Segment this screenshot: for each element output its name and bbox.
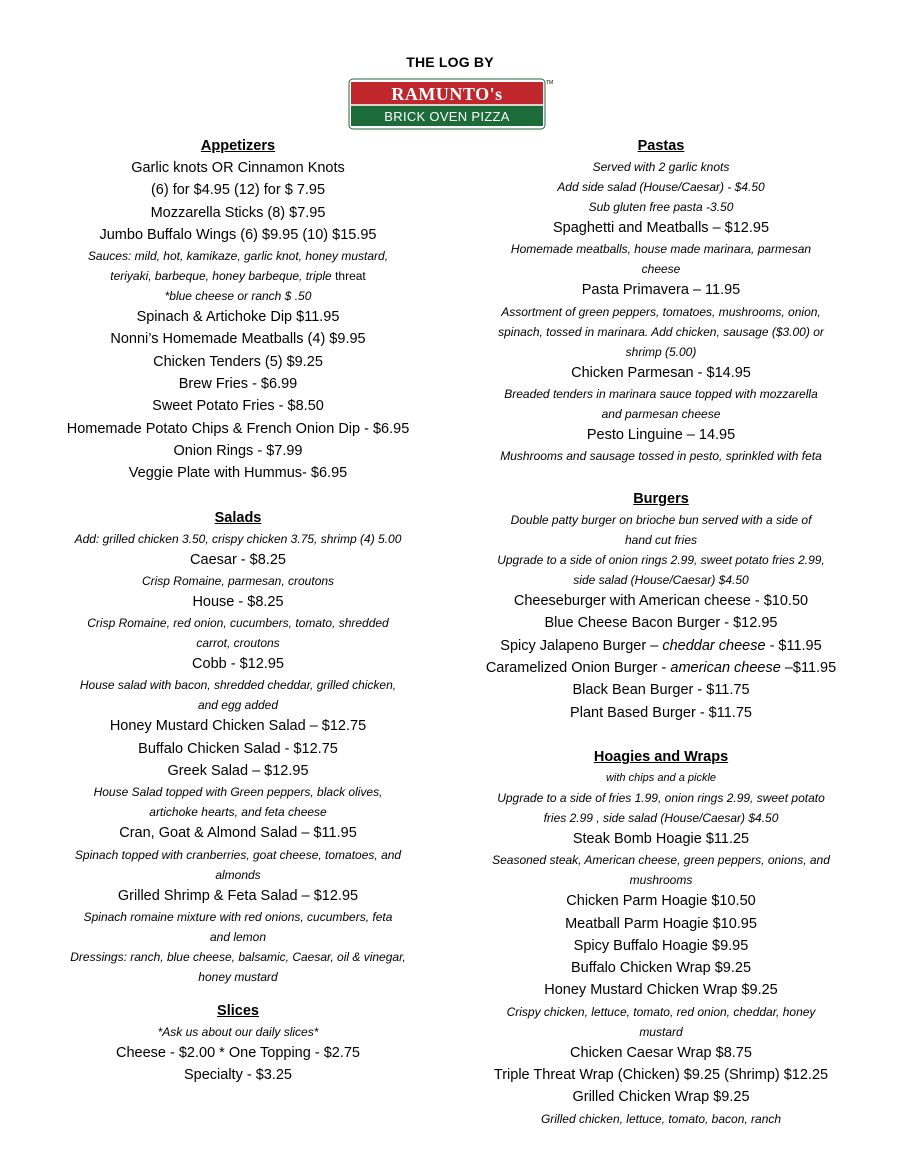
item-note: artichoke hearts, and feta cheese xyxy=(149,805,327,820)
item-note: *blue cheese or ranch $ .50 xyxy=(164,289,312,304)
item-text: $11.95 xyxy=(778,637,822,654)
menu-item: Spaghetti and Meatballs – $12.95 xyxy=(552,220,770,236)
menu-item xyxy=(470,657,852,679)
item-note: Spinach romaine mixture with red onions, cucumbers, feta xyxy=(83,909,393,924)
item-note: Assortment of green peppers, tomatoes, mushrooms, onion, xyxy=(501,304,821,319)
item-note: Crispy chicken, lettuce, tomato, red onion, cheddar, honey xyxy=(506,1004,816,1019)
menu-item: Mozzarella Sticks (8) $7.95 xyxy=(150,204,326,221)
item-note: Served with 2 garlic knots xyxy=(592,160,730,174)
item-note: Seasoned steak, American cheese, green peppers, onions, and xyxy=(492,853,830,868)
menu-item: Jumbo Buffalo Wings (6) $9.95 (10) $15.95 xyxy=(99,226,377,243)
menu-item xyxy=(470,635,852,657)
item-note: carrot, croutons xyxy=(196,636,280,651)
item-note: Spinach topped with cranberries, goat cheese, tomatoes, and xyxy=(74,847,402,862)
menu-item: Garlic knots OR Cinnamon Knots xyxy=(131,160,345,176)
item-text: Spicy Jalapeno Burger – xyxy=(500,637,659,654)
menu-item: Pasta Primavera – 11.95 xyxy=(581,282,741,299)
menu-item: Sweet Potato Fries - $8.50 xyxy=(152,398,324,415)
item-note: fries 2.99 , side salad (House/Caesar) $4.50 xyxy=(543,810,779,825)
item-note: mustard xyxy=(639,1024,683,1039)
menu-item: Chicken Parm Hoagie $10.50 xyxy=(566,893,756,910)
menu-item: Cheeseburger with American cheese - $10.50 xyxy=(513,593,809,610)
menu-item: Meatball Parm Hoagie $10.95 xyxy=(565,915,757,932)
salads-heading: Salads xyxy=(214,509,262,526)
menu-item: Chicken Caesar Wrap $8.75 xyxy=(570,1044,752,1061)
item-note: Upgrade to a side of fries 1.99, onion rings 2.99, sweet potato xyxy=(497,790,825,805)
appetizers-heading: Appetizers xyxy=(200,138,276,154)
menu-item: Onion Rings - $7.99 xyxy=(173,442,303,459)
menu-item: Cran, Goat & Almond Salad – $11.95 xyxy=(119,825,357,842)
item-note: Dressings: ranch, blue cheese, balsamic, Caesar, oil & vinegar, xyxy=(70,949,406,964)
page-title: THE LOG BY xyxy=(406,54,494,70)
menu-item: Veggie Plate with Hummus- $6.95 xyxy=(128,465,348,482)
item-note: shrimp (5.00) xyxy=(625,344,697,359)
item-note: Sub gluten free pasta -3.50 xyxy=(588,200,734,214)
item-note: Mushrooms and sausage tossed in pesto, sprinkled with feta xyxy=(500,449,822,464)
logo-line2: BRICK OVEN PIZZA xyxy=(384,109,510,124)
menu-item: Grilled Shrimp & Feta Salad – $12.95 xyxy=(117,887,359,904)
item-note: Upgrade to a side of onion rings 2.99, sweet potato fries 2.99, xyxy=(497,553,825,568)
menu-item: Buffalo Chicken Wrap $9.25 xyxy=(570,960,752,977)
left-column xyxy=(48,135,428,1087)
menu-item: Grilled Chicken Wrap $9.25 xyxy=(572,1089,750,1106)
menu-item: Homemade Potato Chips & French Onion Dip - $6.95 xyxy=(66,420,410,437)
item-text: cheddar cheese - xyxy=(662,637,775,654)
right-column xyxy=(470,135,852,1129)
item-note: mushrooms xyxy=(629,873,693,888)
item-note: honey mustard xyxy=(198,969,278,984)
menu-item: Spinach & Artichoke Dip $11.95 xyxy=(136,309,340,326)
menu-item: Greek Salad – $12.95 xyxy=(167,763,309,780)
note-text: teriyaki, barbeque, honey barbeque, triple xyxy=(110,269,332,284)
menu-item: Specialty - $3.25 xyxy=(183,1067,292,1084)
menu-item: (6) for $4.95 (12) for $ 7.95 xyxy=(150,182,326,199)
item-note: Homemade meatballs, house made marinara, parmesan xyxy=(510,242,812,257)
menu-item: House - $8.25 xyxy=(192,593,284,610)
menu-item: Chicken Parmesan - $14.95 xyxy=(571,364,751,381)
menu-item: Plant Based Burger - $11.75 xyxy=(570,704,752,721)
menu-item: Triple Threat Wrap (Chicken) $9.25 (Shrimp) $12.25 xyxy=(493,1067,829,1084)
menu-item: Honey Mustard Chicken Salad – $12.75 xyxy=(109,718,367,735)
menu-item: Cheese - $2.00 * One Topping - $2.75 xyxy=(116,1044,360,1061)
item-note: and lemon xyxy=(209,929,267,944)
item-note: Breaded tenders in marinara sauce topped with mozzarella xyxy=(504,386,818,401)
menu-item: Pesto Linguine – 14.95 xyxy=(586,426,736,443)
item-note: Add: grilled chicken 3.50, crispy chicken 3.75, shrimp (4) 5.00 xyxy=(74,531,402,546)
trademark-mark: TM xyxy=(546,80,554,86)
item-text: american cheese – xyxy=(670,660,793,677)
item-note: almonds xyxy=(215,867,261,882)
item-note: and parmesan cheese xyxy=(601,406,721,421)
pastas-heading: Pastas xyxy=(637,138,685,154)
item-note: Grilled chicken, lettuce, tomato, bacon, ranch xyxy=(540,1111,782,1126)
item-note: spinach, tossed in marinara. Add chicken, sausage ($3.00) or xyxy=(498,324,824,339)
menu-item: Blue Cheese Bacon Burger - $12.95 xyxy=(544,615,778,632)
item-note: and egg added xyxy=(197,698,279,713)
item-note: Add side salad (House/Caesar) - $4.50 xyxy=(557,180,765,194)
item-note: House Salad topped with Green peppers, black olives, xyxy=(93,785,383,800)
menu-item: Cobb - $12.95 xyxy=(192,656,284,673)
item-note: *Ask us about our daily slices* xyxy=(157,1024,319,1039)
item-note: Double patty burger on brioche bun served with a side of xyxy=(510,513,812,528)
menu-item: Caesar - $8.25 xyxy=(190,551,286,568)
item-note: Sauces: mild, hot, kamikaze, garlic knot, honey mustard, xyxy=(87,249,389,264)
menu-item: Chicken Tenders (5) $9.25 xyxy=(153,353,323,370)
item-note: Crisp Romaine, parmesan, croutons xyxy=(141,573,335,588)
menu-item: Nonni’s Homemade Meatballs (4) $9.95 xyxy=(110,331,366,348)
logo-line1: RAMUNTO's xyxy=(391,84,503,104)
item-note: hand cut fries xyxy=(624,533,698,548)
item-note: cheese xyxy=(641,262,681,277)
slices-heading: Slices xyxy=(217,1002,259,1019)
item-note: House salad with bacon, shredded cheddar, grilled chicken, xyxy=(79,678,397,693)
menu-item: Honey Mustard Chicken Wrap $9.25 xyxy=(544,982,778,999)
item-note: Crisp Romaine, red onion, cucumbers, tomato, shredded xyxy=(87,616,389,631)
menu-item: Spicy Buffalo Hoagie $9.95 xyxy=(573,937,749,954)
burgers-heading: Burgers xyxy=(633,491,689,508)
item-note: with chips and a pickle xyxy=(605,771,717,784)
item-text: Caramelized Onion Burger - xyxy=(485,660,667,677)
menu-item: Buffalo Chicken Salad - $12.75 xyxy=(138,740,338,757)
note-text: threat xyxy=(335,269,366,284)
item-note: side salad (House/Caesar) $4.50 xyxy=(573,573,749,588)
menu-item: Brew Fries - $6.99 xyxy=(178,376,298,393)
ramuntos-logo xyxy=(348,78,546,130)
menu-item: Black Bean Burger - $11.75 xyxy=(572,682,750,699)
item-note xyxy=(48,266,428,286)
hoagies-heading: Hoagies and Wraps xyxy=(593,748,729,765)
menu-item: Steak Bomb Hoagie $11.25 xyxy=(572,830,750,847)
item-text: $11.95 xyxy=(792,660,837,677)
